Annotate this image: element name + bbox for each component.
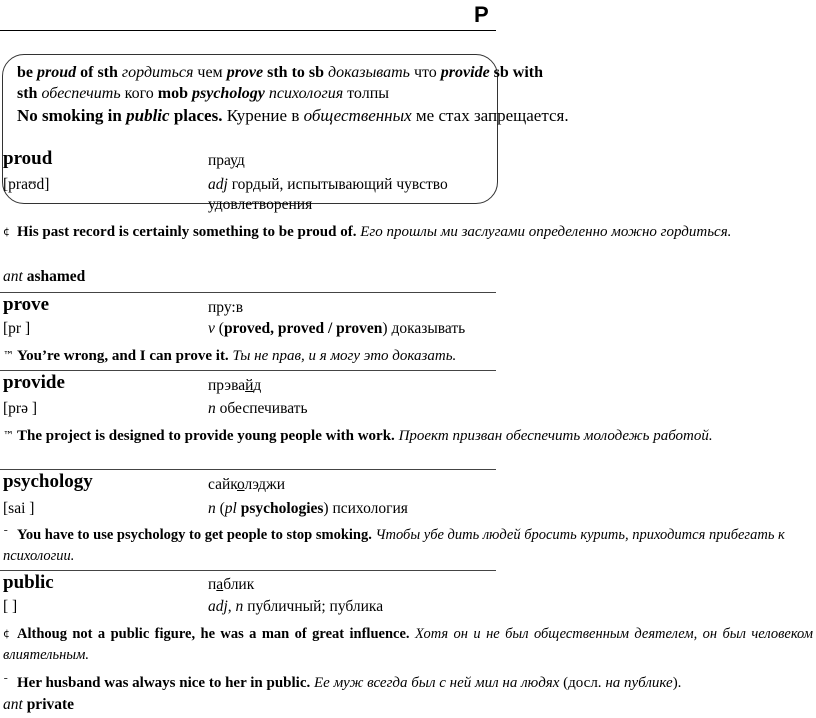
- entry-transcription-psychology: [sai ]: [3, 500, 35, 517]
- intro-line-3: No smoking in public places. Курение в общественных ме стах запрещается.: [17, 106, 569, 125]
- entry-meaning-provide: n обеспечивать: [208, 400, 308, 417]
- example-provide: ™ The project is designed to provide young people with work. Проект призван обеспечить молодежь работой.: [3, 428, 713, 444]
- entry-word-provide: provide: [3, 372, 65, 393]
- antonym-proud: ant ashamed: [3, 268, 86, 285]
- entry-pron-proud: прауд: [208, 152, 245, 169]
- example-prove: ™ You’re wrong, and I can prove it. Ты не прав, и я могу это доказать.: [3, 348, 457, 364]
- entry-pron-public: паблик: [208, 576, 255, 593]
- antonym-public: ant private: [3, 696, 75, 713]
- entry-word-public: public: [3, 572, 54, 593]
- entry-transcription-provide: [prə ]: [3, 400, 37, 417]
- page-letter: P: [474, 2, 489, 27]
- example-proud: ¢ His past record is certainly something to be proud of. Его прошлы ми заслугами определенно можно гордиться.: [3, 224, 732, 240]
- entry-transcription-prove: [pr ]: [3, 320, 31, 337]
- example-psychology: ˉ You have to use psychology to get people to stop smoking. Чтобы убе дить людей бросить курить, приходится прибегать к психологии.: [3, 527, 785, 564]
- entry-divider: [0, 370, 496, 371]
- entry-meaning-public: adj, n публичный; публика: [208, 598, 384, 615]
- header-rule: [0, 30, 496, 31]
- entry-divider: [0, 570, 496, 571]
- entry-meaning-prove: v (proved, proved / proven) доказывать: [208, 320, 466, 337]
- intro-line-1: be proud of sth гордиться чем prove sth to sb доказывать что provide sb with: [17, 64, 544, 81]
- example-public-1: ¢ Althoug not a public figure, he was a man of great influence. Хотя он и не был общественным деятелем, он был человеком влиятельным.: [3, 626, 814, 663]
- entry-pron-prove: пру:в: [208, 299, 244, 316]
- entry-meaning-proud: adj гордый, испытывающий чувство: [208, 176, 448, 193]
- entry-word-prove: prove: [3, 294, 50, 315]
- example-public-2: ˉ Her husband was always nice to her in public. Ее муж всегда был с ней мил на людях (досл. на публике).: [3, 675, 682, 691]
- entry-divider: [0, 469, 496, 470]
- entry-divider: [0, 292, 496, 293]
- entry-word-psychology: psychology: [3, 471, 93, 492]
- entry-pron-provide: прэвайд: [208, 377, 262, 394]
- entry-meaning-proud-cont: удовлетворения: [208, 196, 313, 213]
- entry-transcription-proud: [praʊd]: [3, 176, 50, 193]
- entry-word-proud: proud: [3, 148, 53, 169]
- intro-line-2: sth обеспечить кого mob psychology психология толпы: [17, 85, 390, 102]
- entry-transcription-public: [ ]: [3, 598, 18, 615]
- entry-pron-psychology: сайколэджи: [208, 476, 286, 493]
- entry-meaning-psychology: n (pl psychologies) психология: [208, 500, 408, 517]
